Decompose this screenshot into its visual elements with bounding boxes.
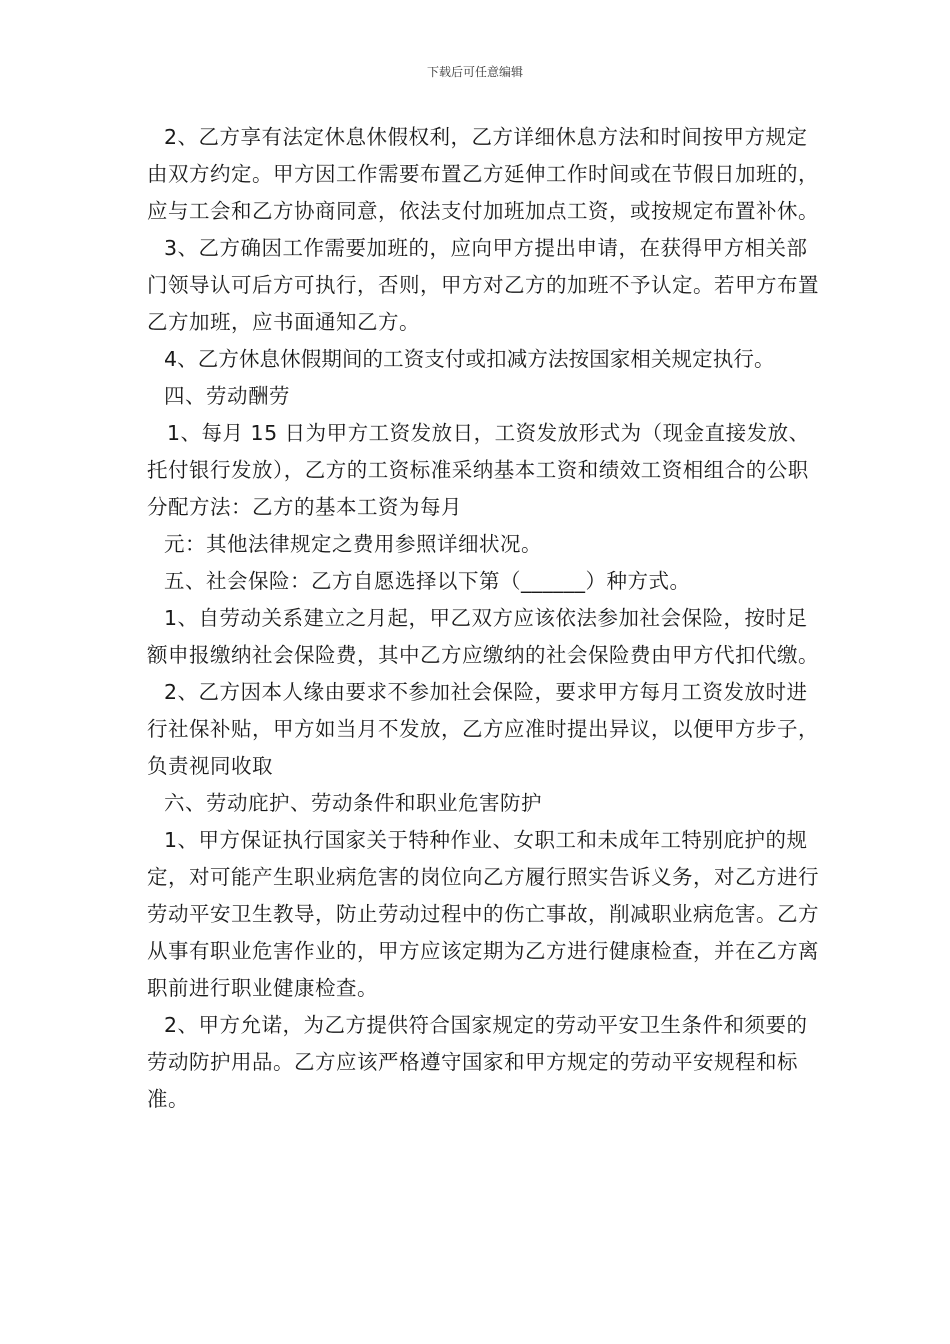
paragraph-other-fees: 元：其他法律规定之费用参照详细状况。 [164,532,542,556]
paragraph-insurance-option-1: 1、自劳动关系建立之月起，甲乙双方应该依法参加社会保险，按时足额申报缴纳社会保险费，其中乙方应缴纳的社会保险费由甲方代扣代缴。 [147,606,819,667]
section-heading-labor-protection: 六、劳动庇护、劳动条件和职业危害防护 [164,791,542,815]
section-heading-remuneration: 四、劳动酬劳 [164,384,290,408]
paragraph-overtime-application: 3、乙方确因工作需要加班的，应向甲方提出申请，在获得甲方相关部门领导认可后方可执行，否则，甲方对乙方的加班不予认定。若甲方布置乙方加班，应书面通知乙方。 [147,236,819,334]
paragraph-rest-leave: 2、乙方享有法定休息休假权利，乙方详细休息方法和时间按甲方规定由双方约定。甲方因工作需要布置乙方延伸工作时间或在节假日加班的，应与工会和乙方协商同意，依法支付加班加点工资，或按规定布置补休。 [147,125,819,223]
section-heading-social-insurance: 五、社会保险：乙方自愿选择以下第（______）种方式。 [164,569,691,593]
document-body [147,119,827,1118]
page-header: 下载后可任意编辑 [426,65,523,79]
paragraph-leave-wage: 4、乙方休息休假期间的工资支付或扣减方法按国家相关规定执行。 [164,347,775,371]
paragraph-protection-2: 2、甲方允诺，为乙方提供符合国家规定的劳动平安卫生条件和须要的劳动防护用品。乙方应该严格遵守国家和甲方规定的劳动平安规程和标准。 [147,1013,808,1111]
paragraph-insurance-option-2: 2、乙方因本人缘由要求不参加社会保险，要求甲方每月工资发放时进行社保补贴，甲方如当月不发放，乙方应准时提出异议，以便甲方步子，负责视同收取 [147,680,819,778]
paragraph-protection-1: 1、甲方保证执行国家关于特种作业、女职工和未成年工特别庇护的规定，对可能产生职业病危害的岗位向乙方履行照实告诉义务，对乙方进行劳动平安卫生教导，防止劳动过程中的伤亡事故，削减职业病危害。乙方从事有职业危害作业的，甲方应该定期为乙方进行健康检查，并在乙方离职前进行职业健康检查。 [147,828,819,1000]
paragraph-payday: 1、每月 15 日为甲方工资发放日，工资发放形式为（现金直接发放、托付银行发放），乙方的工资标准采纳基本工资和绩效工资相组合的公职分配方法：乙方的基本工资为每月 [147,421,810,519]
